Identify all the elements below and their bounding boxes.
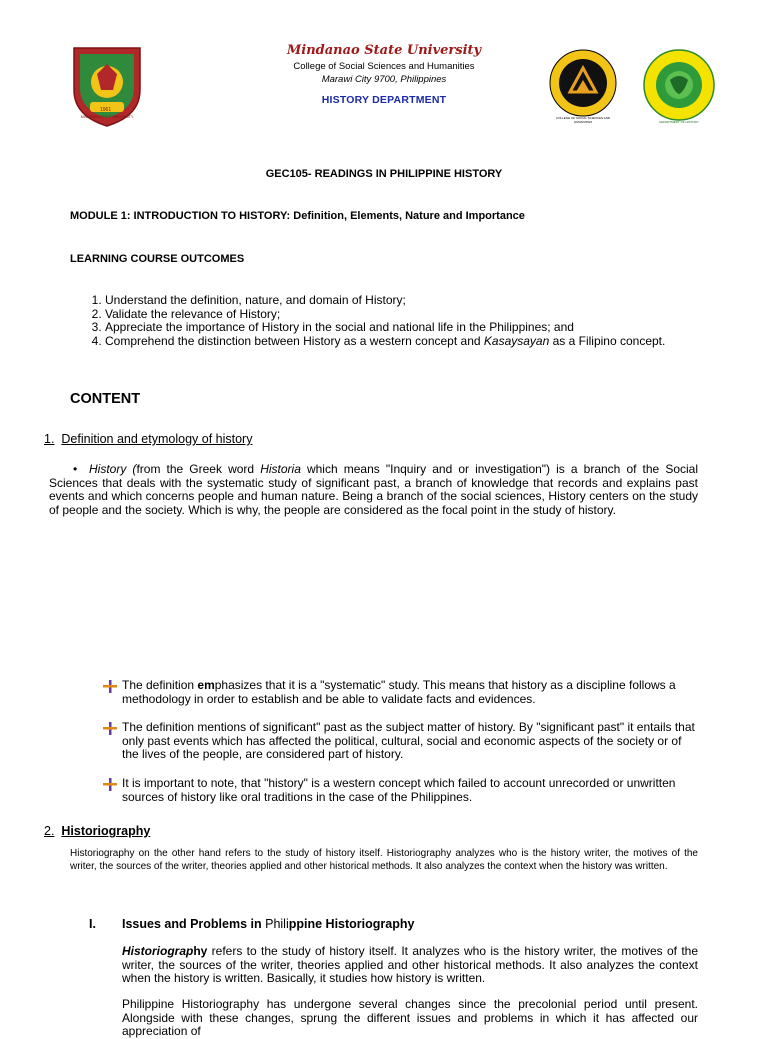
seal-text: MINDANAO STATE UNIVERSITY (80, 115, 134, 119)
address: Marawi City 9700, Philippines (321, 74, 447, 85)
bullet-systematic: The definition emphasizes that it is a "systematic" study. This means that history as a discipline follows a methodology in order to establish and be able to validate facts and evidences. (103, 679, 695, 706)
course-title: GEC105- READINGS IN PHILIPPINE HISTORY (265, 168, 503, 180)
seal-year: 1961 (100, 107, 112, 113)
college-logo-text: COLLEGE OF SOCIAL SCIENCES AND HUMANITIES (555, 116, 611, 124)
module-title: MODULE 1: INTRODUCTION TO HISTORY: Definition, Elements, Nature and Importance (70, 210, 525, 222)
cross-bullet-icon (103, 778, 117, 791)
subsection-heading: I. Issues and Problems in Philippine Historiography (89, 917, 415, 931)
section2-heading: 2. Historiography (44, 824, 151, 838)
outcome-item: 3. Appreciate the importance of History in the social and national life in the Philippines; and (105, 321, 710, 335)
history-dept-logo (642, 48, 716, 122)
outcome-item: 1. Understand the definition, nature, and domain of History; (105, 294, 710, 308)
bullet-western-concept: It is important to note, that "history" is a western concept which failed to account unrecorded or unwritten sources of history like oral traditions in the case of the Philippines. (103, 777, 695, 804)
outcome-item: 2. Validate the relevance of History; (105, 308, 710, 322)
university-name: Mindanao State University (286, 43, 482, 58)
cross-bullet-icon (103, 722, 117, 735)
college-name: College of Social Sciences and Humanities (293, 61, 475, 72)
section1-heading: 1. Definition and etymology of history (44, 432, 253, 446)
outcomes-list (70, 294, 710, 349)
historiography-definition-paragraph: Historiography refers to the study of history itself. It analyzes who is the history writer, the motives of the writer, the sources of the writer, theories applied and other historical methods. It also analyzes the context when the history is written. Basically, it studies how history is written. (122, 944, 698, 986)
outcome-item: 4. Comprehend the distinction between History as a western concept and Kasaysayan as a Filipino concept. (105, 335, 710, 349)
department-name: HISTORY DEPARTMENT (321, 94, 447, 106)
outcomes-heading: LEARNING COURSE OUTCOMES (70, 253, 245, 265)
history-definition-paragraph: • History (from the Greek word Historia which means "Inquiry and or investigation") is a branch of the Social Sciences that deals with the systematic study of significant past, a branch of knowledge that records and explains past events and which concerns people and human nature. Being a branch of the social sciences, History centers on the study of people and the society. Which is why, the people are considered as the focal point in the study of history. (49, 462, 699, 518)
cross-bullet-icon (103, 680, 117, 693)
philippine-historiography-paragraph: Philippine Historiography has undergone several changes since the precolonial period until present. Alongside with these changes, sprung the different issues and problems in which it has affected our appreciation of (122, 997, 698, 1039)
historiography-paragraph: Historiography on the other hand refers to the study of history itself. Historiography analyzes who is the history writer, the motives of the writer, the sources of the writer, theories applied and other historical methods. It also analyzes the context when the history was written. (70, 848, 698, 872)
bullet-significant-past: The definition mentions of significant" past as the subject matter of history. By "significant past" it entails that only past events which has affected the political, cultural, social and economic aspects of the society or of the lives of the people, are considered part of history. (103, 721, 695, 762)
history-logo-text: DEPARTMENT OF HISTORY (659, 120, 699, 124)
content-heading: CONTENT (70, 391, 141, 407)
college-logo (548, 48, 618, 118)
